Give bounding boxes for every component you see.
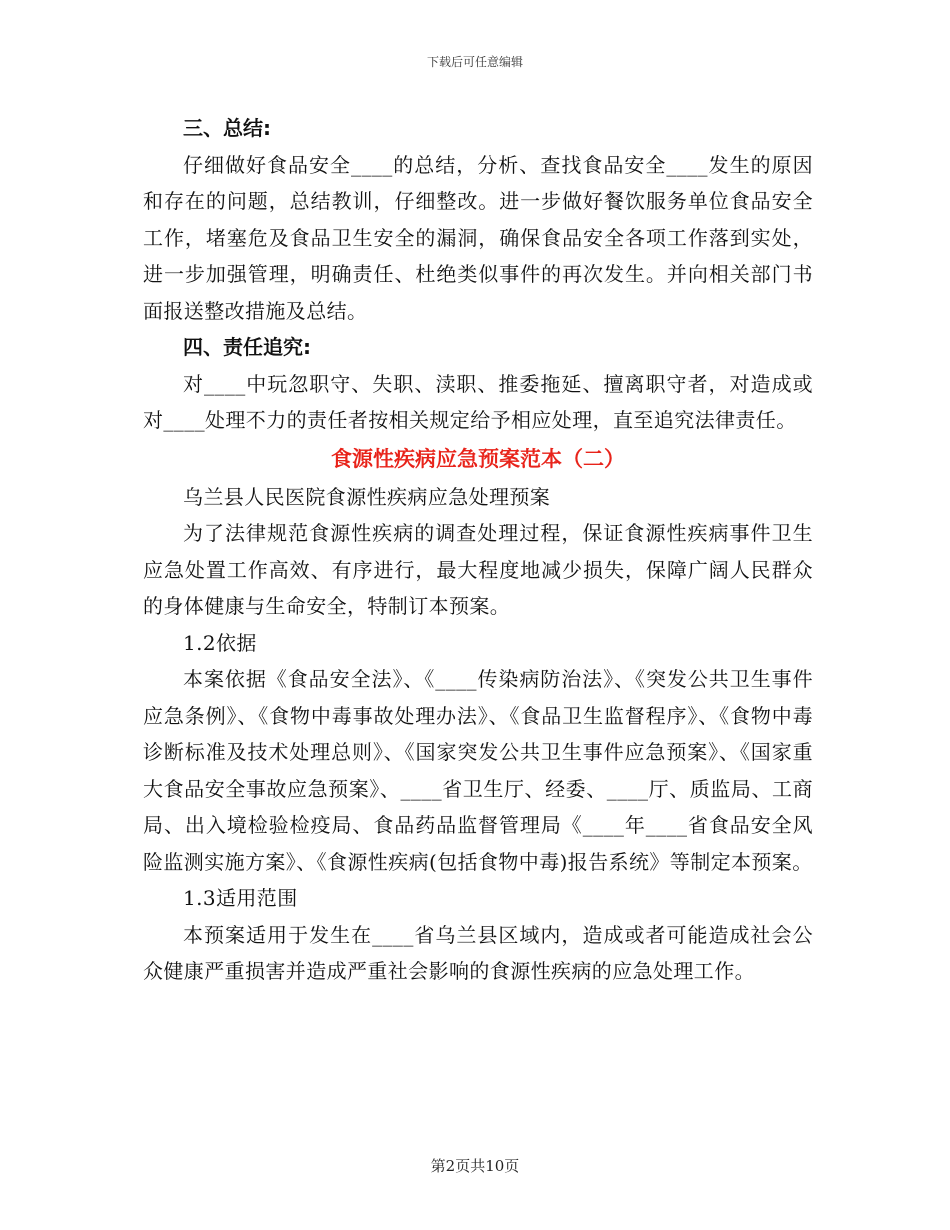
document-title: 食源性疾病应急预案范本（二） [331, 446, 625, 471]
paragraph-scope: 本预案适用于发生在____省乌兰县区域内，造成或者可能造成社会公众健康严重损害并造成严重社会影响的食源性疾病的应急处理工作。 [143, 922, 813, 983]
page-footer: 第2页共10页 [430, 1157, 520, 1175]
paragraph-basis: 本案依据《食品安全法》、《____传染病防治法》、《突发公共卫生事件应急条例》、《食物中毒事故处理办法》、《食品卫生监督程序》、《食物中毒诊断标准及技术处理总则》、《国家突发公共卫生事件应急预案》、《国家重大食品安全事故应急预案》、____省卫生厅、经委、____厅、质监局、工商局、出入境检验检疫局、食品药品监督管理局《____年____省食品安全风险监测实施方案》、《食源性疾病(包括食物中毒)报告系统》等制定本预案。 [143, 667, 813, 874]
subheading-basis: 1.2依据 [183, 630, 257, 655]
paragraph-plan-name: 乌兰县人民医院食源性疾病应急处理预案 [183, 484, 551, 509]
section-heading-summary: 三、总结: [183, 116, 271, 140]
paragraph-purpose: 为了法律规范食源性疾病的调查处理过程，保证食源性疾病事件卫生应急处置工作高效、有序进行，最大程度地减少损失，保障广阔人民群众的身体健康与生命安全，特制订本预案。 [143, 521, 813, 618]
section-heading-accountability: 四、责任追究: [183, 335, 311, 359]
paragraph-summary: 仔细做好食品安全____的总结，分析、查找食品安全____发生的原因和存在的问题，总结教训，仔细整改。进一步做好餐饮服务单位食品安全工作，堵塞危及食品卫生安全的漏洞，确保食品安全各项工作落到实处，进一步加强管理，明确责任、杜绝类似事件的再次发生。并向相关部门书面报送整改措施及总结。 [143, 152, 813, 323]
paragraph-accountability: 对____中玩忽职守、失职、渎职、推委拖延、擅离职守者，对造成或对____处理不力的责任者按相关规定给予相应处理，直至追究法律责任。 [143, 371, 813, 432]
subheading-scope: 1.3适用范围 [183, 886, 298, 910]
document-body [143, 110, 813, 990]
page-header: 下载后可任意编辑 [426, 55, 523, 69]
